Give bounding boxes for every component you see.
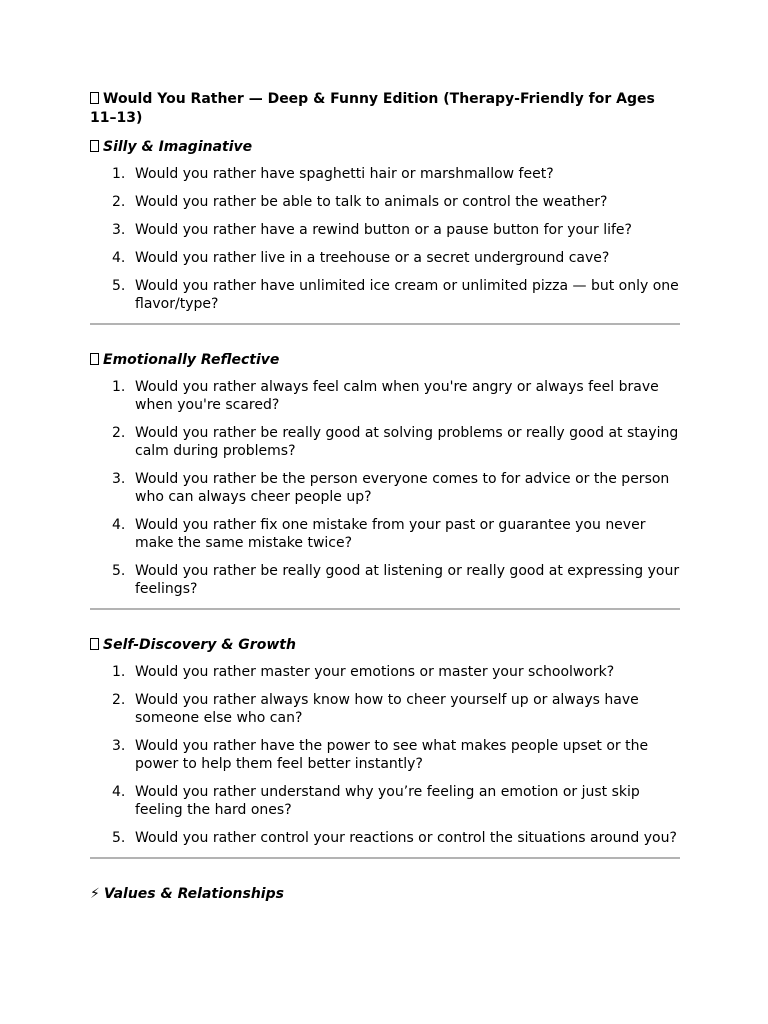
section-self-discovery-growth xyxy=(90,636,680,847)
list-item: 4. Would you rather understand why you’re feeling an emotion or just skip feeling the hard ones? xyxy=(112,784,640,818)
list-item: 2. Would you rather be really good at solving problems or really good at staying calm during problems? xyxy=(112,425,679,459)
list-item: 1. Would you rather always feel calm when you're angry or always feel brave when you're scared? xyxy=(112,379,659,413)
list-item: 3. Would you rather be the person everyone comes to for advice or the person who can always cheer people up? xyxy=(112,471,670,505)
section-silly-imaginative xyxy=(90,138,680,313)
document-title-text: Would You Rather — Deep & Funny Edition (Therapy-Friendly for Ages 11–13) xyxy=(90,91,655,126)
list-item: 4. Would you rather live in a treehouse or a secret underground cave? xyxy=(112,250,610,266)
list-item: 3. Would you rather have the power to see what makes people upset or the power to help them feel better instantly? xyxy=(112,738,649,772)
list-item: 4. Would you rather fix one mistake from your past or guarantee you never make the same mistake twice? xyxy=(112,517,646,551)
question-list xyxy=(90,378,680,598)
question-list xyxy=(90,165,680,313)
document-title xyxy=(90,90,680,128)
document-page xyxy=(90,90,680,912)
section-title: Self-Discovery & Growth xyxy=(90,636,680,655)
list-item: 5. Would you rather control your reactions or control the situations around you? xyxy=(112,830,677,846)
section-divider xyxy=(90,608,680,610)
section-title: Emotionally Reflective xyxy=(90,351,680,370)
list-item: 1. Would you rather have spaghetti hair or marshmallow feet? xyxy=(112,166,554,182)
lightning-bolt-icon: ⚡ xyxy=(90,886,100,902)
list-item: 3. Would you rather have a rewind button or a pause button for your life? xyxy=(112,222,632,238)
missing-glyph-box-icon xyxy=(90,353,99,365)
section-title: Silly & Imaginative xyxy=(90,138,680,157)
section-values-relationships xyxy=(90,885,680,904)
list-item: 5. Would you rather have unlimited ice cream or unlimited pizza — but only one flavor/type? xyxy=(112,278,679,312)
list-item: 2. Would you rather always know how to cheer yourself up or always have someone else who can? xyxy=(112,692,639,726)
list-item: 5. Would you rather be really good at listening or really good at expressing your feelings? xyxy=(112,563,680,597)
list-item: 1. Would you rather master your emotions or master your schoolwork? xyxy=(112,664,615,680)
missing-glyph-box-icon xyxy=(90,638,99,650)
question-list xyxy=(90,663,680,847)
list-item: 2. Would you rather be able to talk to animals or control the weather? xyxy=(112,194,608,210)
section-divider xyxy=(90,857,680,859)
section-divider xyxy=(90,323,680,325)
section-title: ⚡ Values & Relationships xyxy=(90,886,284,902)
missing-glyph-box-icon xyxy=(90,140,99,152)
missing-glyph-box-icon xyxy=(90,92,99,104)
section-emotionally-reflective xyxy=(90,351,680,598)
